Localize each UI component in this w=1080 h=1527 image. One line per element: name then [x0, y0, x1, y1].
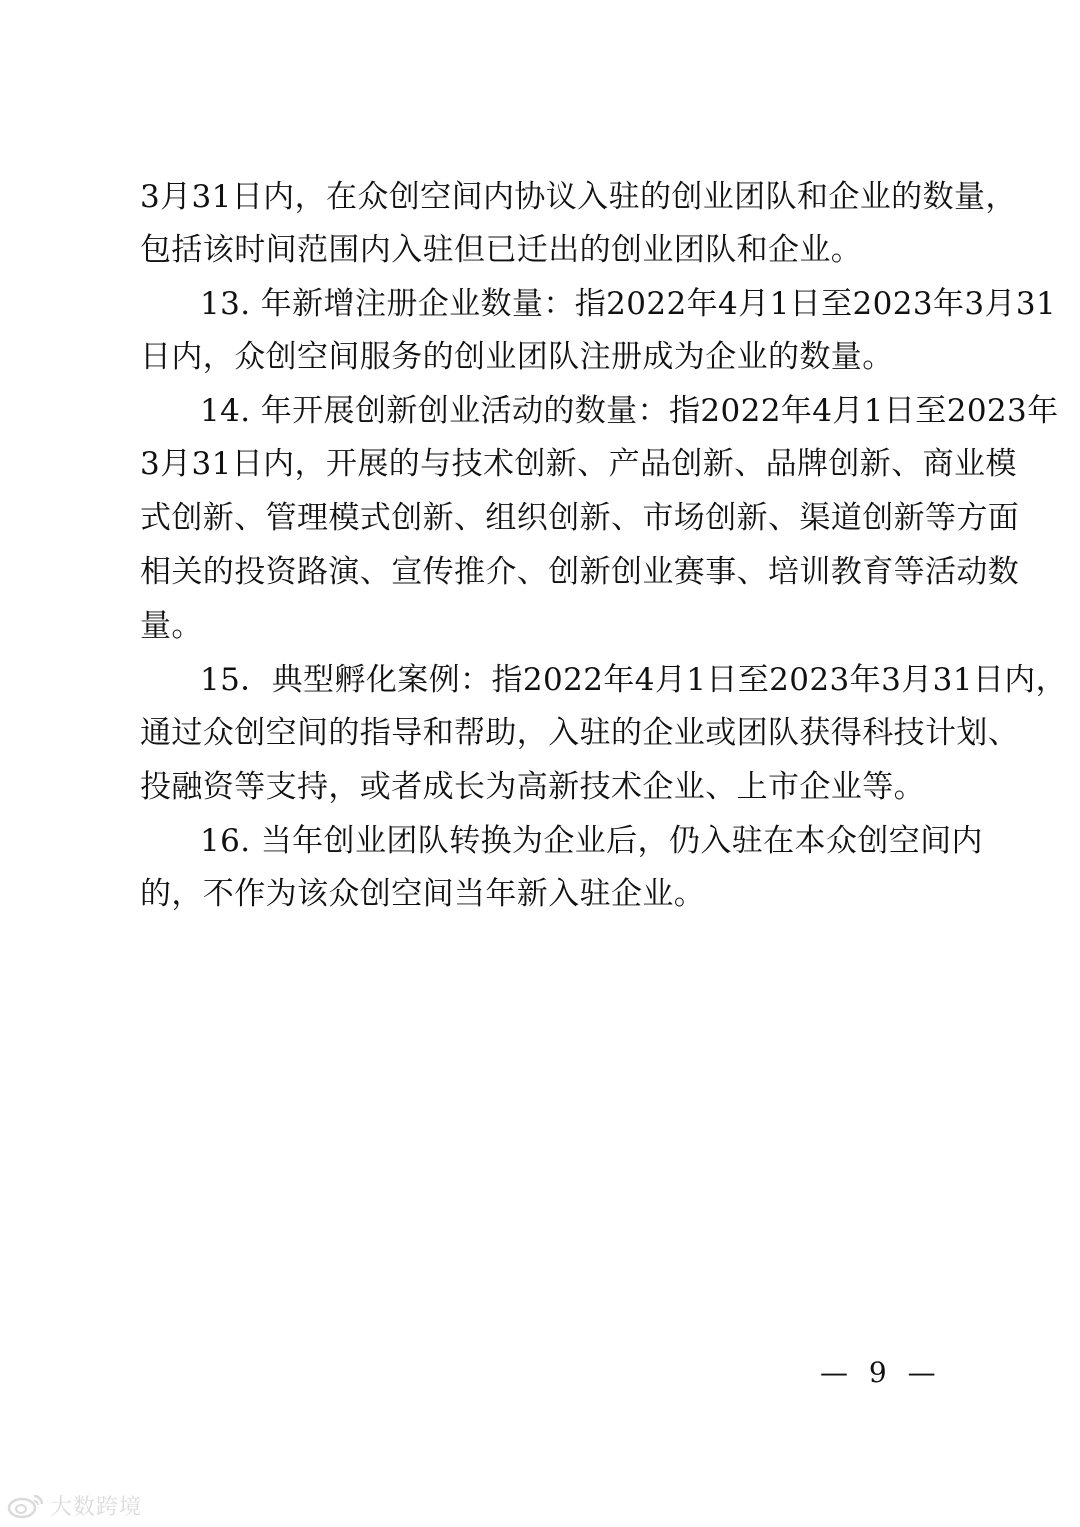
text-line: 投融资等支持，或者成长为高新技术企业、上市企业等。: [140, 769, 925, 805]
text-line: 包括该时间范围内入驻但已迁出的创业团队和企业。: [140, 232, 863, 268]
paragraph-16-line: 16. 当年创业团队转换为企业后，仍入驻在本众创空间内: [200, 823, 983, 859]
page-number: — 9 —: [820, 1356, 942, 1389]
text-line: 式创新、管理模式创新、组织创新、市场创新、渠道创新等方面: [140, 500, 1020, 536]
text-line: 相关的投资路演、宣传推介、创新创业赛事、培训教育等活动数: [140, 554, 1020, 590]
text-line: 的，不作为该众创空间当年新入驻企业。: [140, 876, 706, 912]
paragraph-14-line: 14. 年开展创新创业活动的数量：指2022年4月1日至2023年: [200, 393, 1059, 429]
text-line: 通过众创空间的指导和帮助，入驻的企业或团队获得科技计划、: [140, 715, 1020, 751]
weibo-logo-icon: [6, 1491, 46, 1519]
text-line: 日内，众创空间服务的创业团队注册成为企业的数量。: [140, 339, 894, 375]
watermark-text: 大数跨境: [50, 1494, 143, 1520]
text-line: 量。: [140, 608, 203, 644]
paragraph-15-line: 15．典型孵化案例：指2022年4月1日至2023年3月31日内，: [200, 662, 1068, 698]
watermark: [6, 1490, 142, 1520]
text-line: 3月31日内，开展的与技术创新、产品创新、品牌创新、商业模: [140, 446, 1017, 482]
text-line: 3月31日内，在众创空间内协议入驻的创业团队和企业的数量，: [140, 179, 1017, 215]
paragraph-13-line: 13. 年新增注册企业数量：指2022年4月1日至2023年3月31: [200, 286, 1057, 322]
